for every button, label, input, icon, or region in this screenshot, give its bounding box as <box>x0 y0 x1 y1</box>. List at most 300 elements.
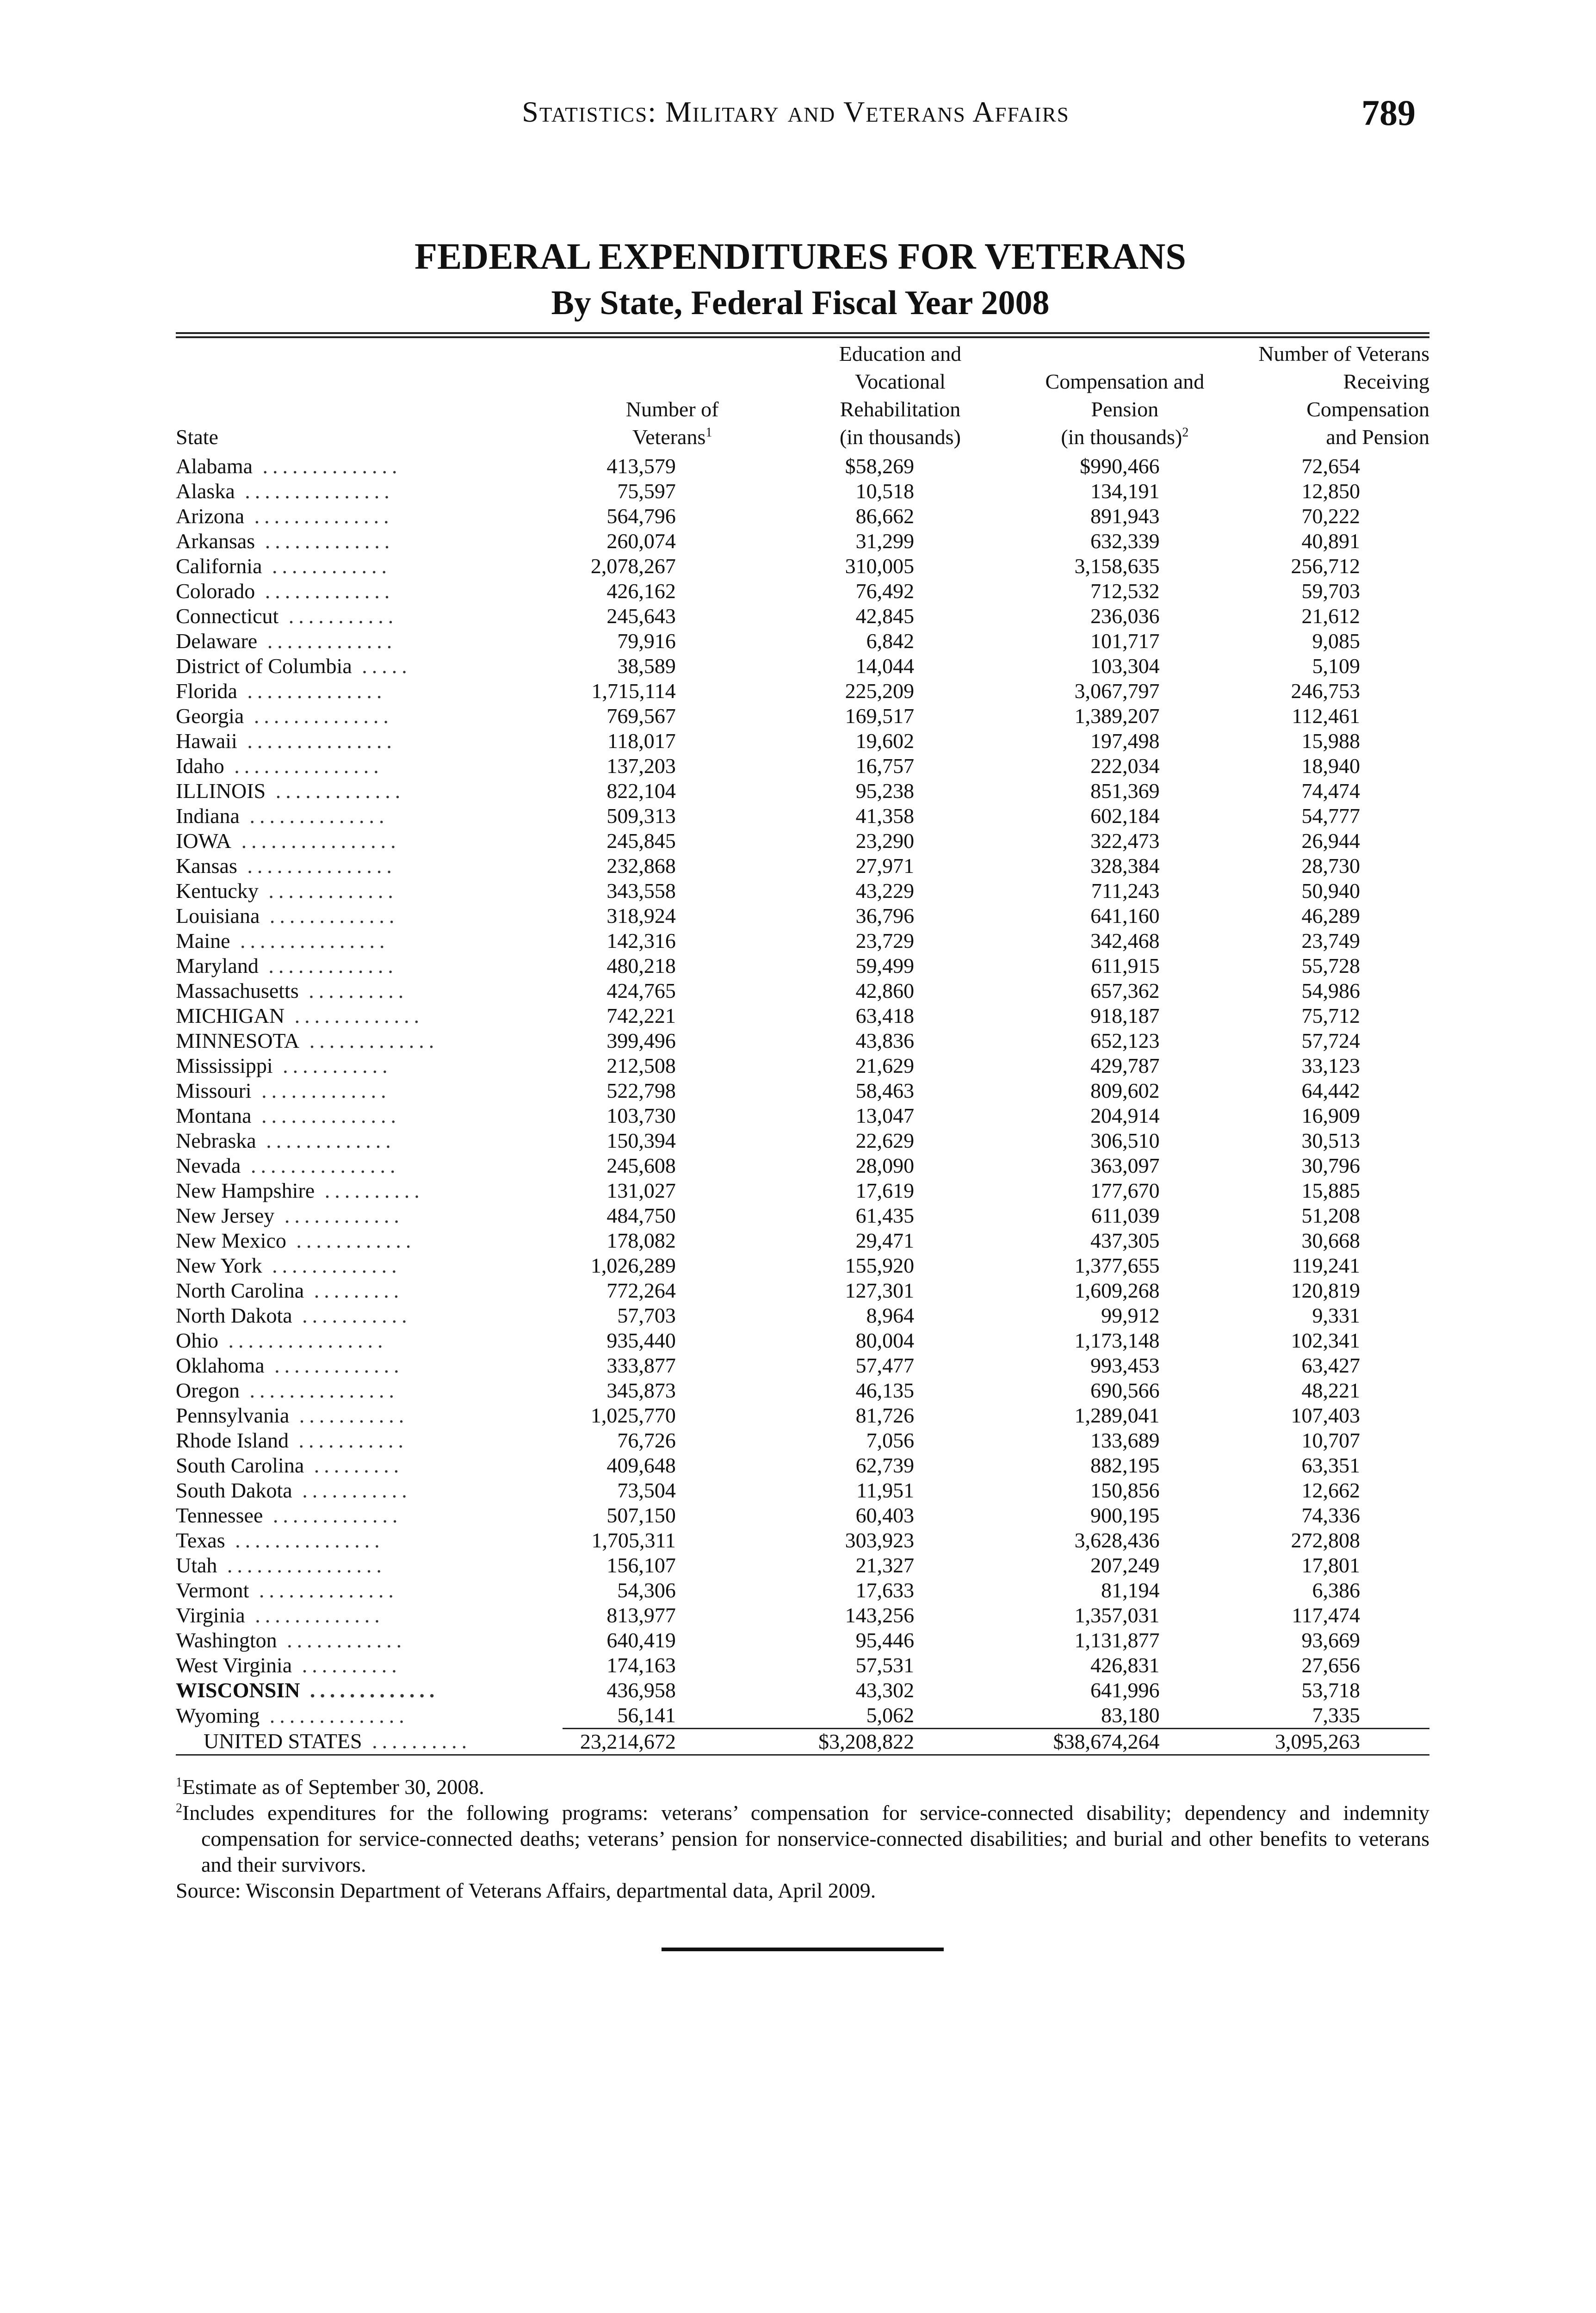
cell-state: IOWA ................ <box>176 829 401 853</box>
cell-state: Oklahoma ............. <box>176 1354 404 1377</box>
cell-receiving: 102,341 <box>1291 1329 1360 1352</box>
cell-receiving: 3,095,263 <box>1231 1729 1429 1755</box>
cell-state: New Jersey ............ <box>176 1204 404 1227</box>
cell-receiving: 48,221 <box>1301 1379 1360 1402</box>
table-row <box>176 1678 1429 1703</box>
table-row <box>176 853 1429 878</box>
cell-receiving: 64,442 <box>1301 1079 1360 1102</box>
dot-leader: .............. <box>253 454 402 478</box>
cell-education: 62,739 <box>855 1453 915 1477</box>
cell-compensation: 83,180 <box>1101 1703 1160 1727</box>
cell-state: Kansas ............... <box>176 854 396 878</box>
cell-state: WISCONSIN ............. <box>176 1678 439 1702</box>
cell-compensation: 204,914 <box>1090 1104 1160 1127</box>
cell-receiving: 93,669 <box>1301 1628 1360 1652</box>
cell-education: 86,662 <box>855 504 915 528</box>
header-veterans <box>563 340 782 451</box>
cell-education: 8,964 <box>866 1304 915 1327</box>
dot-leader: ............. <box>299 1029 439 1052</box>
table-row <box>176 1553 1429 1578</box>
cell-compensation: 641,996 <box>1090 1678 1160 1702</box>
cell-state: Rhode Island ........... <box>176 1429 408 1452</box>
cell-compensation: 891,943 <box>1090 504 1160 528</box>
cell-receiving: 112,461 <box>1292 704 1360 728</box>
table-row <box>176 451 1429 479</box>
cell-veterans: 260,074 <box>606 529 676 553</box>
cell-education: 303,923 <box>845 1528 915 1552</box>
cell-education: 169,517 <box>845 704 915 728</box>
table-row <box>176 529 1429 554</box>
cell-receiving: 18,940 <box>1301 754 1360 778</box>
table-row <box>176 1578 1429 1603</box>
cell-compensation: 1,609,268 <box>1074 1279 1160 1302</box>
cell-receiving: 33,123 <box>1301 1054 1360 1077</box>
cell-education: 95,446 <box>855 1628 915 1652</box>
cell-state: Wyoming .............. <box>176 1703 409 1727</box>
cell-veterans: 73,504 <box>617 1478 676 1502</box>
cell-receiving: 30,796 <box>1301 1154 1360 1177</box>
cell-receiving: 59,703 <box>1301 579 1360 603</box>
dot-leader: ............. <box>256 1129 396 1152</box>
cell-veterans: 484,750 <box>606 1204 676 1227</box>
cell-state: Montana .............. <box>176 1104 401 1127</box>
cell-receiving: 74,336 <box>1301 1503 1360 1527</box>
cell-veterans: 156,107 <box>606 1553 676 1577</box>
cell-veterans: 1,715,114 <box>591 679 676 703</box>
cell-state: California ............ <box>176 554 391 578</box>
cell-state: North Dakota ........... <box>176 1304 412 1327</box>
cell-veterans: 333,877 <box>606 1354 676 1377</box>
cell-compensation: 342,468 <box>1090 929 1160 952</box>
cell-education: 23,729 <box>855 929 915 952</box>
cell-compensation: $990,466 <box>1080 454 1160 478</box>
page-number: 789 <box>1361 93 1416 133</box>
dot-leader: ........... <box>272 1054 392 1077</box>
cell-state: Oregon ............... <box>176 1379 399 1402</box>
cell-veterans: 1,026,289 <box>590 1254 676 1277</box>
table-row <box>176 504 1429 529</box>
cell-veterans: 1,025,770 <box>590 1404 676 1427</box>
cell-veterans: 507,150 <box>606 1503 676 1527</box>
cell-education: 36,796 <box>855 904 915 928</box>
cell-state: MICHIGAN ............. <box>176 1004 424 1027</box>
cell-compensation: 236,036 <box>1090 604 1160 628</box>
dot-leader: .............. <box>251 1104 401 1127</box>
cell-compensation: 641,160 <box>1090 904 1160 928</box>
cell-state: Massachusetts .......... <box>176 979 408 1002</box>
cell-receiving: 16,909 <box>1301 1104 1360 1127</box>
cell-veterans: 424,765 <box>606 979 676 1002</box>
cell-veterans: 769,567 <box>606 704 676 728</box>
header-receiving <box>1231 340 1429 451</box>
footnote-2: $^2$Includes expenditures for the following programs: veterans’ compensation for service-connected disability; dependency and indemnity compensation for service-connected deaths; veterans’ pension for nonservice-connected disabilities; and burial and other benefits to veterans and their survivors. <box>176 1801 1429 1876</box>
dot-leader: ............... <box>241 1154 400 1177</box>
cell-compensation: 711,243 <box>1091 879 1160 903</box>
table-row <box>176 953 1429 978</box>
cell-receiving: 119,241 <box>1292 1254 1360 1277</box>
top-rule-second <box>176 336 1429 338</box>
dot-leader: ............ <box>274 1204 404 1227</box>
cell-receiving: 7,335 <box>1312 1703 1360 1727</box>
veterans-expenditures-table <box>176 340 1429 1756</box>
footnotes <box>176 1774 1429 1904</box>
cell-veterans: 79,916 <box>617 629 676 653</box>
cell-compensation: 328,384 <box>1090 854 1160 878</box>
cell-receiving: 30,513 <box>1301 1129 1360 1152</box>
cell-education: 5,062 <box>866 1703 915 1727</box>
cell-state: Nebraska ............. <box>176 1129 396 1152</box>
cell-receiving: 9,331 <box>1312 1304 1360 1327</box>
cell-compensation: 657,362 <box>1090 979 1160 1002</box>
cell-state: New Mexico ............ <box>176 1229 416 1252</box>
cell-receiving: 12,662 <box>1301 1478 1360 1502</box>
cell-state: Vermont .............. <box>176 1578 398 1602</box>
header-receiving-line2: Receiving Compensation <box>1306 370 1429 421</box>
table-row <box>176 1478 1429 1503</box>
table-row <box>176 1528 1429 1553</box>
cell-receiving: 23,749 <box>1301 929 1360 952</box>
cell-education: 28,090 <box>855 1154 915 1177</box>
cell-receiving: 246,753 <box>1291 679 1360 703</box>
cell-veterans: 1,705,311 <box>591 1528 676 1552</box>
header-veterans-line2: Veterans$^1$ <box>632 425 712 449</box>
cell-receiving: 256,712 <box>1291 554 1360 578</box>
table-row <box>176 928 1429 953</box>
cell-state: Washington ............ <box>176 1628 407 1652</box>
cell-receiving: 63,427 <box>1301 1354 1360 1377</box>
cell-compensation: 306,510 <box>1090 1129 1160 1152</box>
cell-veterans: 436,958 <box>606 1678 676 1702</box>
cell-veterans: 76,726 <box>617 1429 676 1452</box>
dot-leader: .......... <box>298 979 408 1002</box>
table-subtitle: By State, Federal Fiscal Year 2008 <box>551 284 1050 322</box>
cell-compensation: 602,184 <box>1090 804 1160 828</box>
table-row <box>176 554 1429 579</box>
cell-receiving: 15,885 <box>1301 1179 1360 1202</box>
cell-compensation: 207,249 <box>1090 1553 1160 1577</box>
cell-state: Missouri ............. <box>176 1079 391 1102</box>
dot-leader: ............. <box>300 1678 439 1702</box>
cell-veterans: 245,608 <box>606 1154 676 1177</box>
dot-leader: ............. <box>255 529 395 553</box>
cell-state: Virginia ............. <box>176 1603 384 1627</box>
cell-veterans: 57,703 <box>617 1304 676 1327</box>
cell-veterans: 137,203 <box>606 754 676 778</box>
cell-veterans: 212,508 <box>606 1054 676 1077</box>
footnote-ref-2: 2 <box>1182 425 1189 440</box>
cell-education: 43,836 <box>855 1029 915 1052</box>
table-row <box>176 903 1429 928</box>
cell-education: 61,435 <box>855 1204 915 1227</box>
cell-compensation: 993,453 <box>1090 1354 1160 1377</box>
cell-receiving: 46,289 <box>1301 904 1360 928</box>
cell-state: MINNESOTA ............. <box>176 1029 439 1052</box>
cell-receiving: 57,724 <box>1301 1029 1360 1052</box>
cell-education: 42,845 <box>855 604 915 628</box>
cell-education: 57,531 <box>855 1653 915 1677</box>
cell-veterans: 75,597 <box>617 479 676 503</box>
dot-leader: ........... <box>289 1429 408 1452</box>
cell-education: 57,477 <box>855 1354 915 1377</box>
cell-education: 17,619 <box>855 1179 915 1202</box>
table-row <box>176 1203 1429 1228</box>
cell-veterans: 56,141 <box>617 1703 676 1727</box>
cell-veterans: 150,394 <box>606 1129 676 1152</box>
cell-education: 19,602 <box>855 729 915 753</box>
dot-leader: .............. <box>260 1703 409 1727</box>
cell-receiving: 74,474 <box>1301 779 1360 803</box>
dot-leader: ............... <box>235 479 394 503</box>
dot-leader: ................ <box>231 829 401 853</box>
dot-leader: ............. <box>264 1354 404 1377</box>
cell-veterans: 103,730 <box>606 1104 676 1127</box>
cell-education: $58,269 <box>845 454 915 478</box>
dot-leader: ............... <box>239 1379 399 1402</box>
cell-receiving: 54,777 <box>1301 804 1360 828</box>
cell-veterans: 131,027 <box>606 1179 676 1202</box>
table-row <box>176 878 1429 903</box>
cell-education: 58,463 <box>855 1079 915 1102</box>
cell-veterans: 118,017 <box>607 729 676 753</box>
cell-education: 60,403 <box>855 1503 915 1527</box>
dot-leader: ........... <box>292 1304 412 1327</box>
table-row <box>176 1328 1429 1353</box>
cell-veterans: 772,264 <box>606 1279 676 1302</box>
cell-veterans: 232,868 <box>606 854 676 878</box>
cell-education: 31,299 <box>855 529 915 553</box>
cell-receiving: 21,612 <box>1301 604 1360 628</box>
cell-education: 59,499 <box>855 954 915 977</box>
cell-veterans: 142,316 <box>606 929 676 952</box>
cell-state: New Hampshire .......... <box>176 1179 424 1202</box>
dot-leader: .............. <box>249 1578 398 1602</box>
table-row <box>176 1378 1429 1403</box>
table-header-row <box>176 340 1429 451</box>
cell-veterans: 38,589 <box>617 654 676 678</box>
cell-state: Kentucky ............. <box>176 879 398 903</box>
table-row <box>176 754 1429 779</box>
top-rule <box>176 332 1429 334</box>
cell-state: South Carolina ......... <box>176 1453 404 1477</box>
cell-education: 80,004 <box>855 1329 915 1352</box>
table-row <box>176 1503 1429 1528</box>
running-head <box>176 95 1416 146</box>
table-row <box>176 679 1429 704</box>
cell-veterans: 480,218 <box>606 954 676 977</box>
cell-state: Pennsylvania ........... <box>176 1404 409 1427</box>
dot-leader: .............. <box>239 804 389 828</box>
cell-compensation: 1,357,031 <box>1074 1603 1160 1627</box>
cell-state: Indiana .............. <box>176 804 389 828</box>
dot-leader: ......... <box>304 1453 404 1477</box>
cell-education: 95,238 <box>855 779 915 803</box>
cell-veterans: 343,558 <box>606 879 676 903</box>
table-body <box>176 451 1429 1755</box>
cell-receiving: 10,707 <box>1301 1429 1360 1452</box>
header-compensation-line1: Compensation and <box>1045 370 1205 393</box>
dot-leader: ............... <box>224 754 384 778</box>
dot-leader: .......... <box>315 1179 424 1202</box>
table-row <box>176 1653 1429 1678</box>
dot-leader: ............. <box>258 954 398 977</box>
cell-veterans: 174,163 <box>606 1653 676 1677</box>
cell-receiving: 5,109 <box>1312 654 1360 678</box>
table-row <box>176 978 1429 1003</box>
cell-compensation: 690,566 <box>1090 1379 1160 1402</box>
cell-veterans: 564,796 <box>606 504 676 528</box>
cell-compensation: 1,173,148 <box>1074 1329 1160 1352</box>
table-row <box>176 779 1429 804</box>
dot-leader: ............. <box>251 1079 391 1102</box>
cell-education: 13,047 <box>855 1104 915 1127</box>
cell-veterans: 509,313 <box>606 804 676 828</box>
header-receiving-line1: Number of Veterans <box>1258 342 1429 365</box>
table-row <box>176 479 1429 504</box>
dot-leader: ............. <box>263 1503 402 1527</box>
dot-leader: .............. <box>244 704 393 728</box>
header-compensation-line3: (in thousands)$^2$ <box>1061 425 1189 449</box>
cell-compensation: 851,369 <box>1090 779 1160 803</box>
cell-state: Connecticut ........... <box>176 604 398 628</box>
cell-veterans: 742,221 <box>606 1004 676 1027</box>
cell-education: 225,209 <box>845 679 915 703</box>
table-row <box>176 1103 1429 1128</box>
table-title: FEDERAL EXPENDITURES FOR VETERANS <box>414 236 1186 277</box>
cell-receiving: 26,944 <box>1301 829 1360 853</box>
cell-compensation: 900,195 <box>1090 1503 1160 1527</box>
header-veterans-line1: Number of <box>625 397 719 421</box>
dot-leader: ................ <box>218 1329 388 1352</box>
cell-state: North Carolina ......... <box>176 1279 404 1302</box>
cell-education: 21,327 <box>855 1553 915 1577</box>
dot-leader: ............. <box>255 579 395 603</box>
cell-compensation: 1,131,877 <box>1074 1628 1160 1652</box>
cell-state: Florida .............. <box>176 679 387 703</box>
cell-compensation: 809,602 <box>1090 1079 1160 1102</box>
cell-veterans: 426,162 <box>606 579 676 603</box>
cell-receiving: 6,386 <box>1312 1578 1360 1602</box>
table-row <box>176 729 1429 754</box>
dot-leader: .......... <box>362 1729 472 1753</box>
table-row <box>176 1178 1429 1203</box>
cell-receiving: 75,712 <box>1301 1004 1360 1027</box>
dot-leader: .............. <box>237 679 387 703</box>
dot-leader: ............. <box>260 904 399 928</box>
cell-state: Utah ................ <box>176 1553 386 1577</box>
cell-education: 21,629 <box>855 1054 915 1077</box>
header-education-line3: Rehabilitation <box>840 397 961 421</box>
dot-leader: ............. <box>262 1254 402 1277</box>
header-education-line4: (in thousands) <box>839 425 961 449</box>
cell-compensation: 611,039 <box>1091 1204 1160 1227</box>
cell-compensation: 3,158,635 <box>1074 554 1160 578</box>
cell-education: 14,044 <box>855 654 915 678</box>
cell-state: Texas ............... <box>176 1528 384 1552</box>
cell-receiving: 40,891 <box>1301 529 1360 553</box>
table-row <box>176 1303 1429 1328</box>
cell-state: Alaska ............... <box>176 479 394 503</box>
cell-education: 143,256 <box>845 1603 915 1627</box>
cell-compensation: 1,377,655 <box>1074 1254 1160 1277</box>
dot-leader: ............. <box>258 879 398 903</box>
cell-education: 22,629 <box>855 1129 915 1152</box>
cell-education: 16,757 <box>855 754 915 778</box>
table-row <box>176 1053 1429 1078</box>
cell-state: District of Columbia ..... <box>176 654 412 678</box>
dot-leader: ........... <box>289 1404 409 1427</box>
table-row <box>176 804 1429 829</box>
cell-compensation: 426,831 <box>1090 1653 1160 1677</box>
header-education-line1: Education and <box>839 342 962 365</box>
table-row <box>176 1453 1429 1478</box>
cell-receiving: 51,208 <box>1301 1204 1360 1227</box>
cell-education: 7,056 <box>866 1429 915 1452</box>
cell-receiving: 27,656 <box>1301 1653 1360 1677</box>
table-row <box>176 1228 1429 1253</box>
cell-veterans: 345,873 <box>606 1379 676 1402</box>
table-row <box>176 1278 1429 1303</box>
cell-state: ILLINOIS ............. <box>176 779 405 803</box>
cell-education: 17,633 <box>855 1578 915 1602</box>
total-row <box>176 1729 1429 1755</box>
cell-veterans: 409,648 <box>606 1453 676 1477</box>
cell-state: Ohio ................ <box>176 1329 388 1352</box>
cell-compensation: 81,194 <box>1101 1578 1160 1602</box>
cell-state: West Virginia .......... <box>176 1653 402 1677</box>
dot-leader: ............... <box>237 854 396 878</box>
cell-state: Louisiana ............. <box>176 904 399 928</box>
cell-compensation: 363,097 <box>1090 1154 1160 1177</box>
dot-leader: ............ <box>262 554 391 578</box>
cell-receiving: 272,808 <box>1291 1528 1360 1552</box>
cell-state: Alabama .............. <box>176 454 402 478</box>
cell-compensation: 101,717 <box>1090 629 1160 653</box>
cell-compensation: 3,628,436 <box>1074 1528 1160 1552</box>
cell-receiving: 30,668 <box>1301 1229 1360 1252</box>
cell-compensation: 133,689 <box>1090 1429 1160 1452</box>
dot-leader: ........... <box>292 1478 412 1502</box>
cell-education: 23,290 <box>855 829 915 853</box>
cell-receiving: 55,728 <box>1301 954 1360 977</box>
cell-compensation: 918,187 <box>1090 1004 1160 1027</box>
cell-state: Maine ............... <box>176 929 390 952</box>
cell-state: Idaho ............... <box>176 754 384 778</box>
cell-education: 43,229 <box>855 879 915 903</box>
header-compensation <box>1018 340 1231 451</box>
table-row <box>176 1353 1429 1378</box>
cell-state: Arizona .............. <box>176 504 394 528</box>
dot-leader: ............. <box>285 1004 424 1027</box>
dot-leader: ........... <box>278 604 398 628</box>
cell-education: 127,301 <box>845 1279 915 1302</box>
cell-state: UNITED STATES .......... <box>204 1729 472 1753</box>
cell-state: Delaware ............. <box>176 629 397 653</box>
table-row <box>176 1078 1429 1103</box>
cell-state: Nevada ............... <box>176 1154 400 1177</box>
cell-education: 43,302 <box>855 1678 915 1702</box>
dot-leader: ..... <box>352 654 412 678</box>
cell-state: Tennessee ............. <box>176 1503 402 1527</box>
header-state: State <box>176 425 218 449</box>
table-row <box>176 829 1429 853</box>
cell-education: 6,842 <box>866 629 915 653</box>
dot-leader: ............ <box>277 1628 407 1652</box>
cell-compensation: 103,304 <box>1090 654 1160 678</box>
cell-receiving: 28,730 <box>1301 854 1360 878</box>
cell-receiving: 9,085 <box>1312 629 1360 653</box>
cell-state: Hawaii ............... <box>176 729 396 753</box>
cell-education: 42,860 <box>855 979 915 1002</box>
